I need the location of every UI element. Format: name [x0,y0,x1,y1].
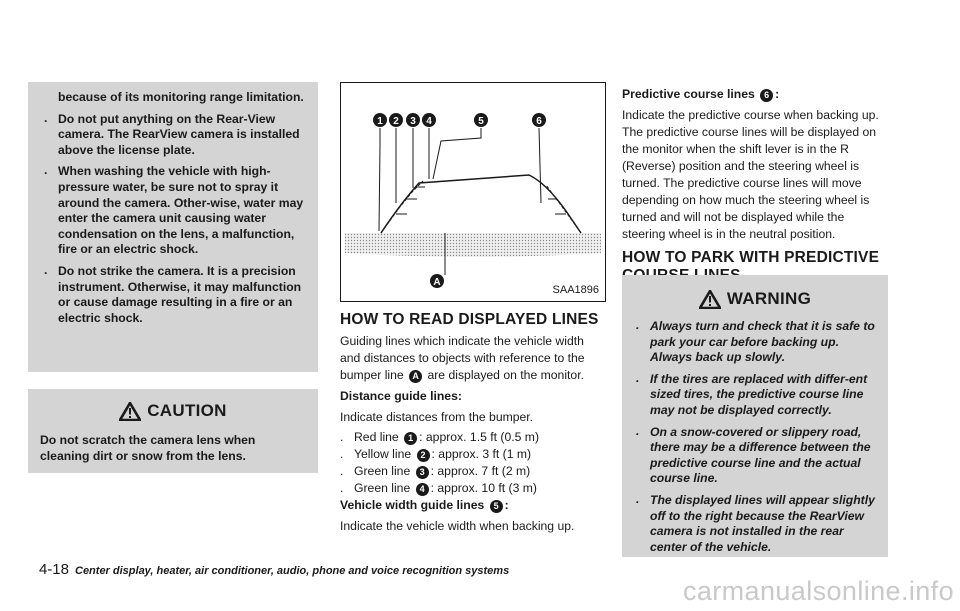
list-item [40,264,306,326]
list-item [340,463,606,480]
line-label: Red line [354,430,399,444]
predictive-section [622,86,888,285]
width-text: Indicate the vehicle width when backing up. [340,519,575,533]
bullet-icon: . [340,447,344,461]
list-item [40,112,306,159]
warning-title: WARNING [726,289,812,308]
bullet-text: If the tires are replaced with differ-ent sized tires, the predictive course line may not be displayed correctly. [650,371,868,417]
line-distance: : approx. 3 ft (1 m) [431,447,532,461]
bullet-icon: . [636,318,640,332]
label-5: 5 [478,116,484,127]
bullet-icon: . [340,464,344,478]
page-number: 4-18 [38,561,69,578]
line-label: Green line [354,481,411,495]
pred-title-text: Predictive course lines [622,87,755,101]
bullet-text: The displayed lines will appear slightly off to the right because the RearView camera is not installed in the rear center of the vehicle. [650,492,875,554]
list-item [340,429,606,446]
bullet-icon: . [340,481,344,495]
park-heading: HOW TO PARK WITH PREDICTIVE [622,249,880,266]
section-heading: HOW TO READ DISPLAYED LINES [340,311,599,328]
distance-title: Distance guide lines: [340,389,462,403]
bullet-text: Do not strike the camera. It is a precision instrument. Otherwise, it may malfunction or cause damage resulting in a fire or an electric shock. [58,263,302,325]
warning-triangle-icon [699,290,721,309]
marker-number-icon: 3 [416,466,429,479]
label-4: 4 [426,116,432,127]
bullet-icon: . [636,491,640,506]
bullet-icon: . [44,110,48,125]
warning-triangle-icon [119,402,141,421]
figure-code: SAA1896 [552,284,599,296]
width-title: Vehicle width guide lines 5 : [340,498,509,512]
pred-title: Predictive course lines 6 : [622,87,780,101]
read-lines-section [340,311,606,535]
guide-lines-diagram [341,83,605,301]
bullet-text: Always turn and check that it is safe to park your car before backing up. Always back up slowly. [650,319,875,365]
bullet-text: On a snow-covered or slippery road, there may be a difference between the predictive course line and the actual course line. [650,424,871,486]
caution-title: CAUTION [147,401,227,420]
pred-text: Indicate the predictive course when backing up. The predictive course lines will be displayed on the monitor when the shift lever is in the R (Reverse) position and the steering wheel is turned. The predictive course lines will move depending on how much the steering wheel is turned and will not be displayed while the steering wheel is in the neutral position. [622,108,879,241]
line-label: Yellow line [354,447,412,461]
bullet-icon: . [44,262,48,277]
list-item [340,480,606,497]
label-1: 1 [377,116,383,127]
width-title-text: Vehicle width guide lines [340,498,485,512]
marker-number-icon: 1 [404,432,417,445]
label-3: 3 [410,116,416,127]
marker-number-icon: 4 [416,483,429,496]
bullet-text: When washing the vehicle with high-pressure water, be sure not to spray it around the camera. Other-wise, water may enter the camera unit causing water condensation on the lens, a malfunction, fire or an electric shock. [58,164,304,257]
list-item [340,446,606,463]
warning-box-continued [28,82,318,372]
marker-number-icon: 2 [417,449,430,462]
chapter-title: Center display, heater, air conditioner, audio, phone and voice recognition systems [75,565,510,577]
label-6: 6 [536,116,542,127]
intro-paragraph [340,333,606,384]
list-item [632,493,878,555]
bullet-text: Do not put anything on the Rear-View camera. The RearView camera is installed above the license plate. [58,111,300,157]
line-distance: : approx. 7 ft (2 m) [430,464,531,478]
list-item [632,319,878,366]
list-item [632,425,878,487]
rearview-diagram [340,82,606,302]
label-2: 2 [393,116,399,127]
intro-text: Guiding lines which indicate the vehicle width and distances to objects with reference to the bumper line [340,334,585,382]
bullet-icon: . [340,430,344,444]
intro-text-end: are displayed on the monitor. [427,368,584,382]
label-a: A [433,277,441,288]
bullet-icon: . [636,423,640,438]
warning-header [622,275,888,309]
page-footer [0,561,509,579]
marker-number-icon: 6 [760,89,773,102]
list-item [632,372,878,419]
distance-list [340,429,606,497]
warning-box [622,275,888,557]
caution-text: Do not scratch the camera lens when cleaning dirt or snow from the lens. [40,433,256,463]
line-label: Green line [354,464,411,478]
distance-text: Indicate distances from the bumper. [340,410,534,424]
line-distance: : approx. 10 ft (3 m) [430,481,537,495]
watermark: carmanualsonline.info [682,576,954,606]
bullet-icon: . [636,370,640,385]
caution-header [28,389,318,421]
list-item [40,164,306,258]
line-distance: : approx. 1.5 ft (0.5 m) [419,430,540,444]
caution-box [28,389,318,473]
bumper-area [345,233,601,257]
marker-a-icon: A [409,370,422,383]
marker-number-icon: 5 [490,500,503,513]
bullet-icon: . [44,163,48,178]
continued-text: because of its monitoring range limitation. [58,90,304,104]
